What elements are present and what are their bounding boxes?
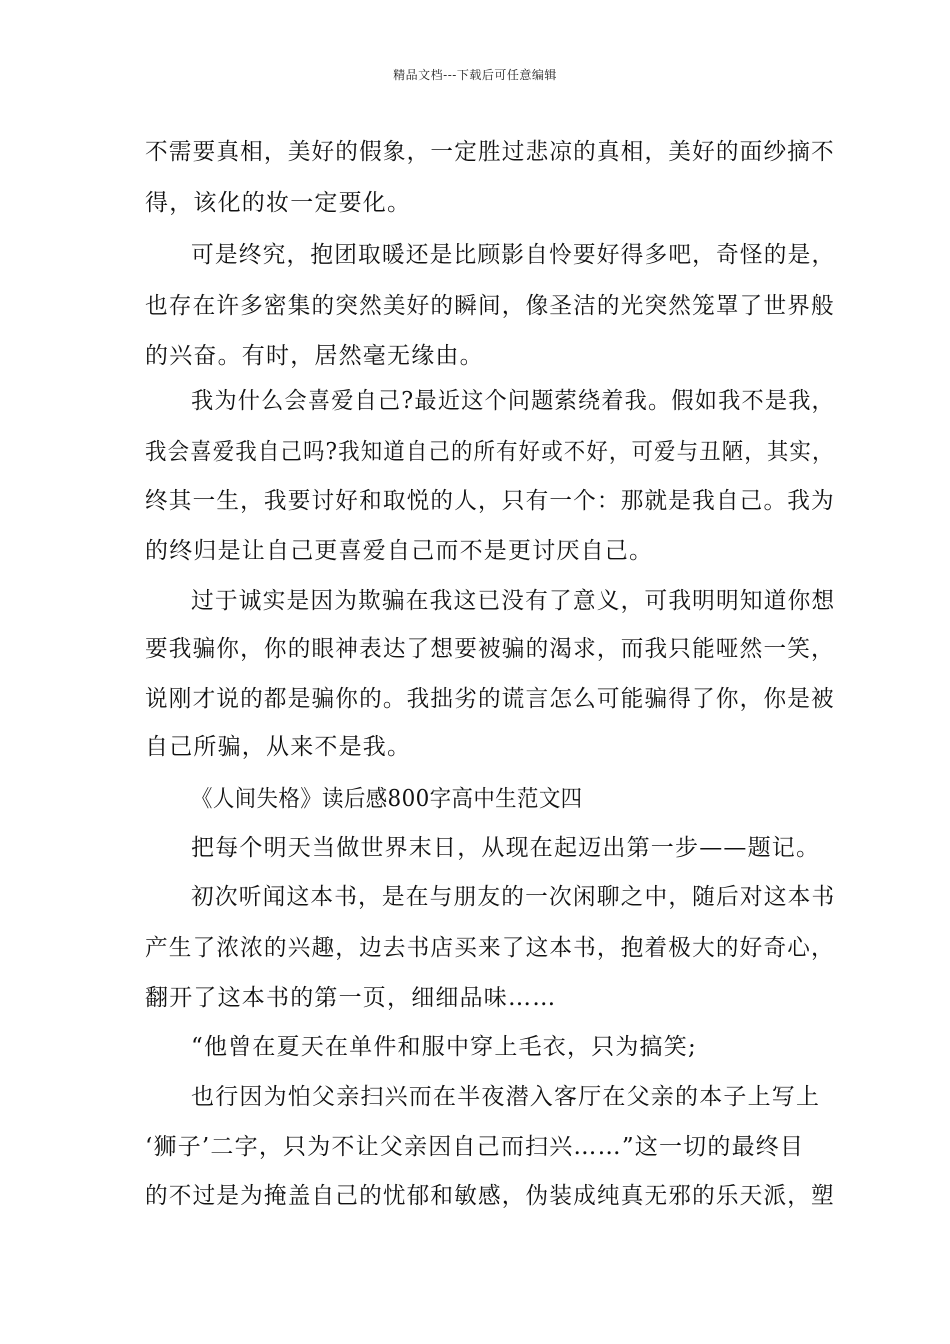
text-line: 自己所骗，从来不是我。 (145, 734, 412, 760)
text-line: 过于诚实是因为欺骗在我这已没有了意义，可我明明知道你想 (191, 588, 836, 614)
text-line: ‘狮子’二字，只为不让父亲因自己而扫兴……”这一切的最终目 (145, 1134, 805, 1160)
epigraph: 把每个明天当做世界末日，从现在起迈出第一步——题记。 (191, 835, 821, 861)
text-line: 要我骗你，你的眼神表达了想要被骗的渴求，而我只能哑然一笑， (145, 636, 835, 662)
text-line: 的不过是为掩盖自己的忧郁和敏感，伪装成纯真无邪的乐天派，塑 (145, 1183, 835, 1209)
text-line: 也行因为怕父亲扫兴而在半夜潜入客厅在父亲的本子上写上 (191, 1084, 821, 1110)
page-header: 精品文档---下载后可任意编辑 (393, 68, 557, 82)
text-line: 初次听闻这本书，是在与朋友的一次闲聊之中，随后对这本书 (191, 884, 836, 910)
text-line: 终其一生，我要讨好和取悦的人，只有一个：那就是我自己。我为 (145, 488, 835, 514)
text-line: 也存在许多密集的突然美好的瞬间，像圣洁的光突然笼罩了世界般 (145, 293, 835, 319)
text-line: 可是终究，抱团取暖还是比顾影自怜要好得多吧，奇怪的是， (191, 242, 836, 268)
text-line: 的兴奋。有时，居然毫无缘由。 (145, 343, 484, 369)
section-title: 《人间失格》读后感800字高中生范文四 (191, 786, 583, 812)
text-line: 我为什么会喜爱自己?最近这个问题萦绕着我。假如我不是我， (191, 388, 835, 414)
quote-line: “他曾在夏天在单件和服中穿上毛衣，只为搞笑; (191, 1034, 697, 1060)
text-line: 得，该化的妆一定要化。 (145, 190, 412, 216)
text-line: 说刚才说的都是骗你的。我拙劣的谎言怎么可能骗得了你，你是被 (145, 686, 835, 712)
text-line: 产生了浓浓的兴趣，边去书店买来了这本书，抱着极大的好奇心， (145, 935, 835, 961)
text-line: 翻开了这本书的第一页，细细品味…… (145, 985, 557, 1011)
text-line: 我会喜爱我自己吗?我知道自己的所有好或不好，可爱与丑陋，其实， (145, 439, 835, 465)
text-line: 的终归是让自己更喜爱自己而不是更讨厌自己。 (145, 538, 654, 564)
text-line: 不需要真相，美好的假象，一定胜过悲凉的真相，美好的面纱摘不 (145, 139, 835, 165)
